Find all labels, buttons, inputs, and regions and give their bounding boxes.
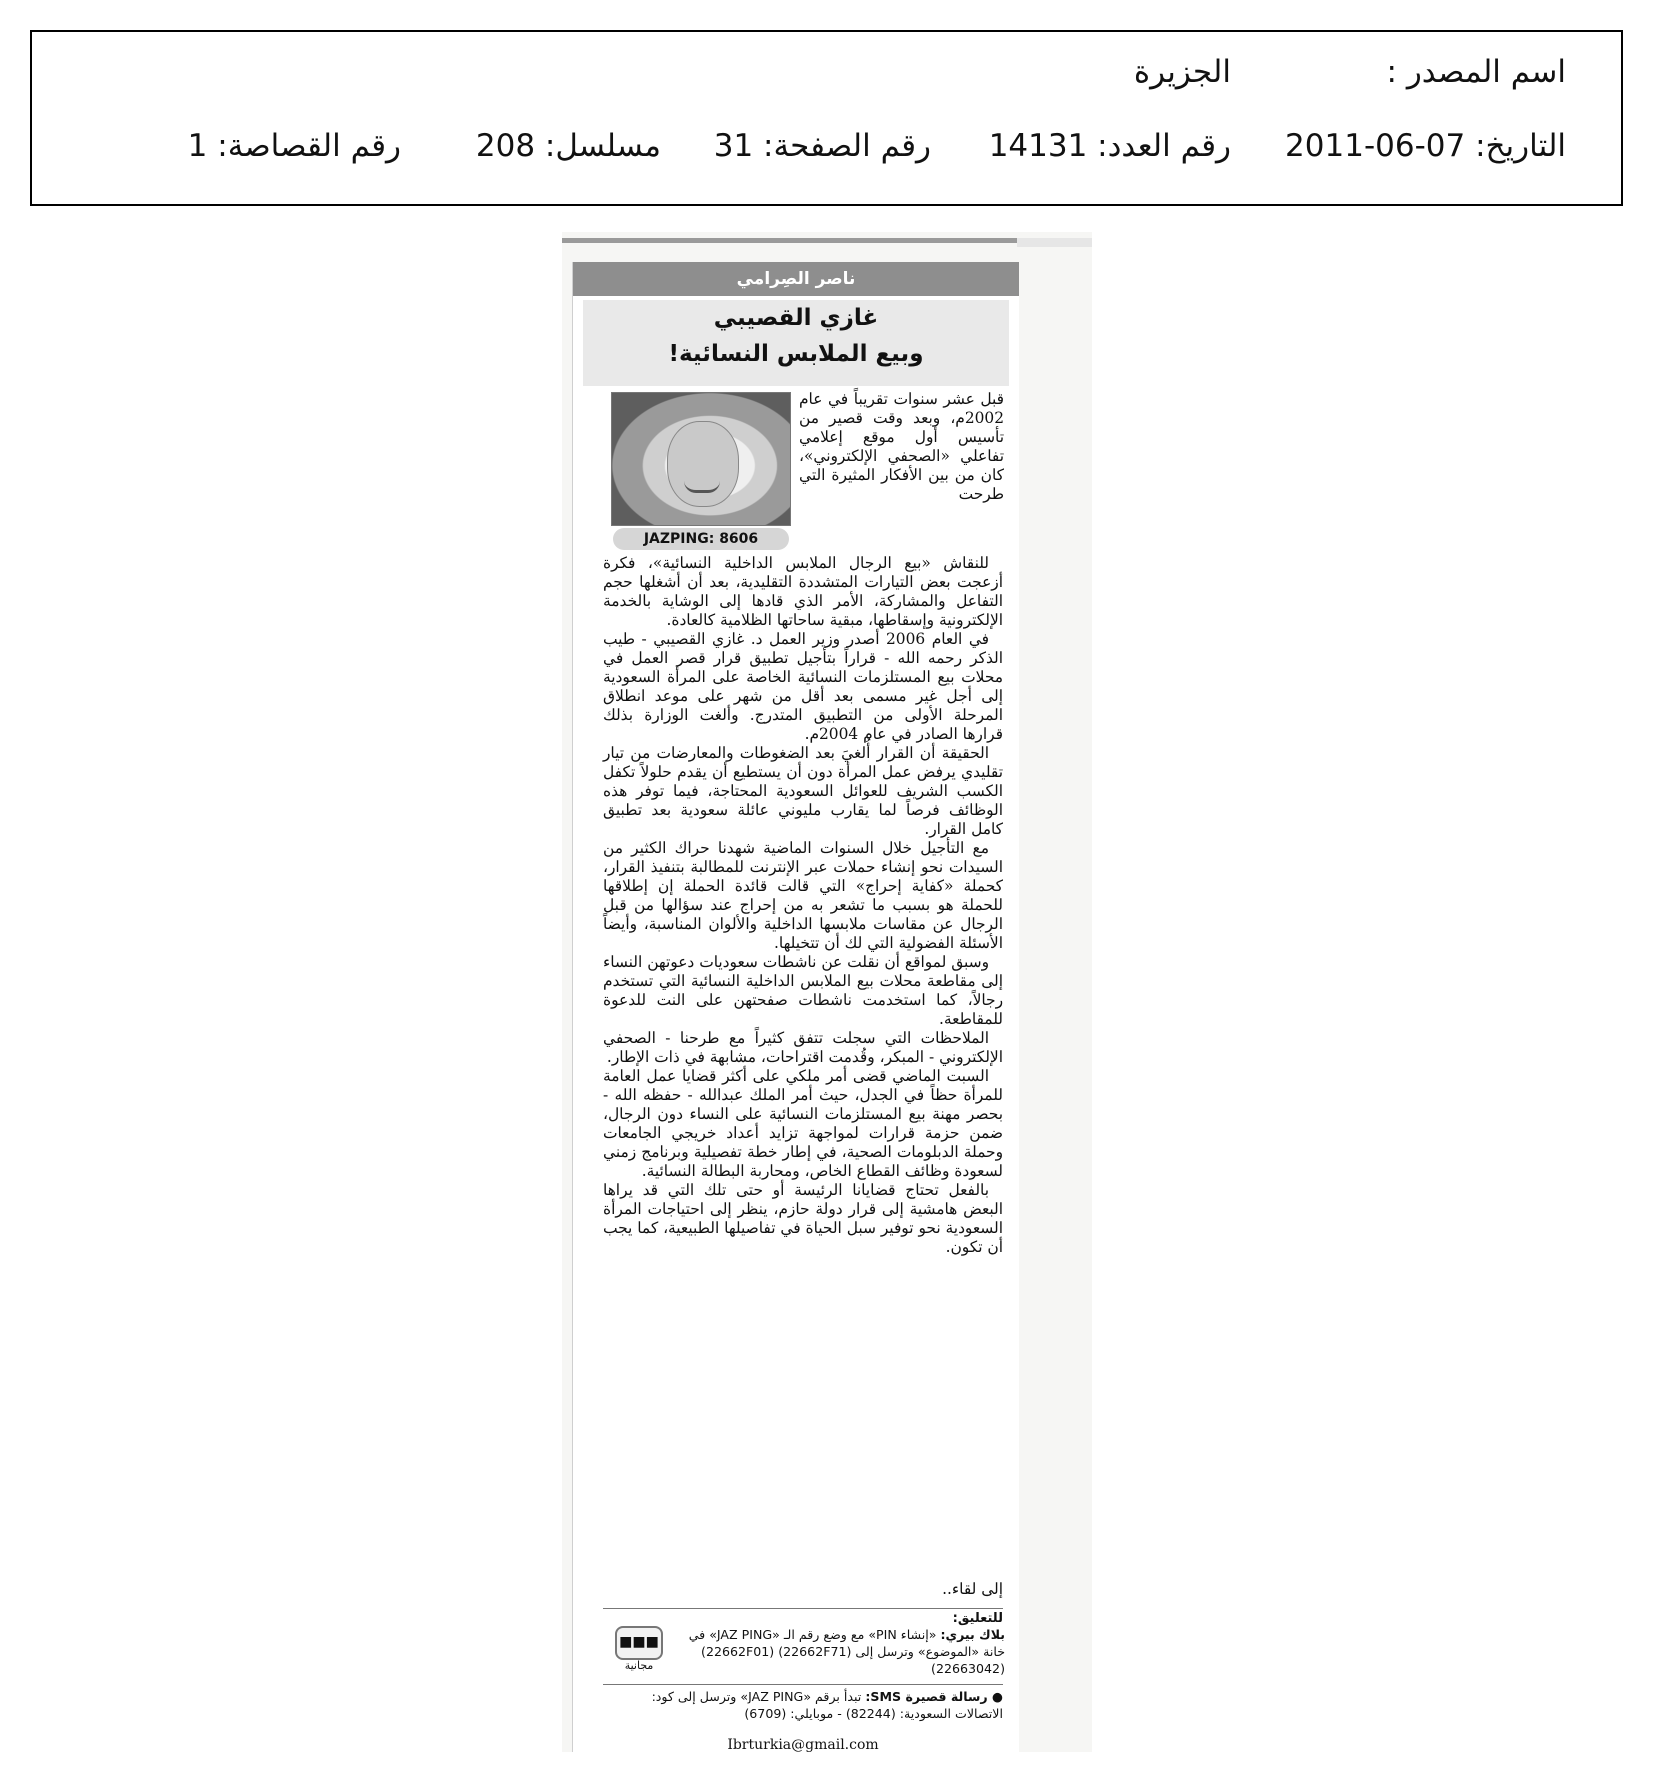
source-info-box — [30, 30, 1623, 206]
author-email: Ibrturkia@gmail.com — [727, 1737, 879, 1753]
author-face-shape — [667, 421, 739, 507]
clip-number: رقم القصاصة: 1 — [187, 128, 401, 164]
blackberry-label: بلاك بيري: — [940, 1627, 1005, 1642]
comment-heading: للتعليق: — [603, 1608, 1003, 1626]
source-value: الجزيرة — [1133, 54, 1231, 90]
blackberry-icon: ■■■ — [615, 1626, 663, 1660]
sms-text: تبدأ برقم «JAZ PING» وترسل إلى كود: الاتصالات السعودية: (82244) - موبايلي: (6709) — [651, 1689, 1003, 1721]
sms-label: ● رسالة قصيرة SMS: — [865, 1689, 1003, 1704]
source-label: اسم المصدر : — [1386, 54, 1566, 90]
issue-number: رقم العدد: 14131 — [988, 128, 1231, 164]
lead-paragraph: قبل عشر سنوات تقريباً في عام 2002م، وبعد وقت قصير من تأسيس أول موقع إعلامي تفاعلي «الصحفي الإلكتروني»، كان من بين الأفكار المثيرة التي طرحت — [799, 390, 1004, 503]
headline-line-1: غازي القصيبي — [713, 305, 879, 331]
serial-number: مسلسل: 208 — [475, 128, 661, 164]
author-photo — [611, 392, 791, 526]
paragraph-7: السبت الماضي قضى أمر ملكي على أكثر قضايا عمل العامة للمرأة حظاً في الجدل، حيث أمر الملك عبدالله - حفظه الله - بحصر مهنة بيع المستلزمات النسائية على النساء دون الرجال، ضمن حزمة قرارات لمواجهة تزايد أعداد خريجي الجامعات وحملة الدبلومات الصحية، في إطار خطة تفصيلية وبرنامج زمني لسعودة وظائف القطاع الخاص، ومحاربة البطالة النسائية. — [603, 1067, 1003, 1180]
blackberry-text: «إنشاء PIN» مع وضع رقم الـ «JAZ PING» في خانة «الموضوع» وترسل إلى (22662F71) (22662F01) (22663042) — [688, 1627, 1005, 1676]
blackberry-instructions — [665, 1626, 1005, 1677]
headline-line-2: وبيع الملابس النسائية! — [668, 341, 924, 367]
jazping-badge: JAZPING: 8606 — [613, 528, 789, 550]
sign-off: إلى لقاء.. — [942, 1580, 1003, 1598]
paragraph-4: مع التأجيل خلال السنوات الماضية شهدنا حراك الكثير من السيدات نحو إنشاء حملات عبر الإنترنت للمطالبة بتنفيذ القرار، كحملة «كفاية إحراج» التي قالت قائدة الحملة إن إطلاقها للحملة هو بسبب ما تشعر به من إحراج عند سؤالها من قبل الرجال عن مقاسات ملابسها الداخلية والألوان المناسبة، وأيضاً الأسئلة الفضولية التي لك أن تتخيلها. — [603, 839, 1003, 952]
paragraph-3: الحقيقة أن القرار أُلغيَ بعد الضغوطات والمعارضات من تيار تقليدي يرفض عمل المرأة دون أن يستطيع أن يقدم حلولاً تكفل الكسب الشريف للعوائل السعودية المحتاجة، فيما توفر هذه الوظائف فرصاً لما يقارب مليوني عائلة سعودية بعد تطبيق كامل القرار. — [603, 744, 1003, 838]
paragraph-1: للنقاش «بيع الرجال الملابس الداخلية النسائية»، فكرة أزعجت بعض التيارات المتشددة التقليدية، بعد أن أشغلها حجم التفاعل والمشاركة، الأمر الذي قادها إلى الوشاية بالخدمة الإلكترونية وإسقاطها، مبقية ساحاتها الظلامية كالعادة. — [603, 554, 1003, 629]
paragraph-5: وسبق لمواقع أن نقلت عن ناشطات سعوديات دعوتهن النساء إلى مقاطعة محلات بيع الملابس الداخلية النسائية التي تستخدم رجالاً، كما استخدمت ناشطات صفحتهن على النت للدعوة للمقاطعة. — [603, 953, 1003, 1028]
paragraph-8: بالفعل تحتاج قضايانا الرئيسة أو حتى تلك التي قد يراها البعض هامشية إلى قرار دولة حازم، ينظر إلى احتياجات المرأة السعودية نحو توفير سبل الحياة في تفاصيلها الطبيعية، كما يجب أن تكون. — [603, 1181, 1003, 1256]
article-body — [603, 554, 1003, 1257]
paragraph-2: في العام 2006 أصدر وزير العمل د. غازي القصيبي - طيب الذكر رحمه الله - قراراً بتأجيل تطبيق قرار قصر العمل في محلات بيع المستلزمات النسائية الخاصة على المرأة السعودية إلى أجل غير مسمى بعد أقل من شهر على موعد انطلاق المرحلة الأولى من التطبيق المتدرج. وألغت الوزارة بذلك قرارها الصادر في عام 2004م. — [603, 630, 1003, 743]
author-name: ناصر الصِرامي — [573, 262, 1019, 296]
clipping-top-rule — [562, 238, 1017, 243]
page-number: رقم الصفحة: 31 — [713, 128, 931, 164]
date-field: التاريخ: 07-06-2011 — [1285, 128, 1566, 164]
blackberry-icon-label: مجانية — [624, 1659, 654, 1672]
clipping-top-rule-light — [1017, 238, 1092, 247]
headline — [583, 300, 1009, 386]
sms-instructions — [603, 1688, 1003, 1722]
contact-divider — [603, 1684, 1003, 1685]
paragraph-6: الملاحظات التي سجلت تتفق كثيراً مع طرحنا - الصحفي الإلكتروني - المبكر، وقُدمت اقتراحات، مشابهة في ذات الإطار. — [603, 1029, 1003, 1066]
article-column — [572, 262, 1019, 1752]
